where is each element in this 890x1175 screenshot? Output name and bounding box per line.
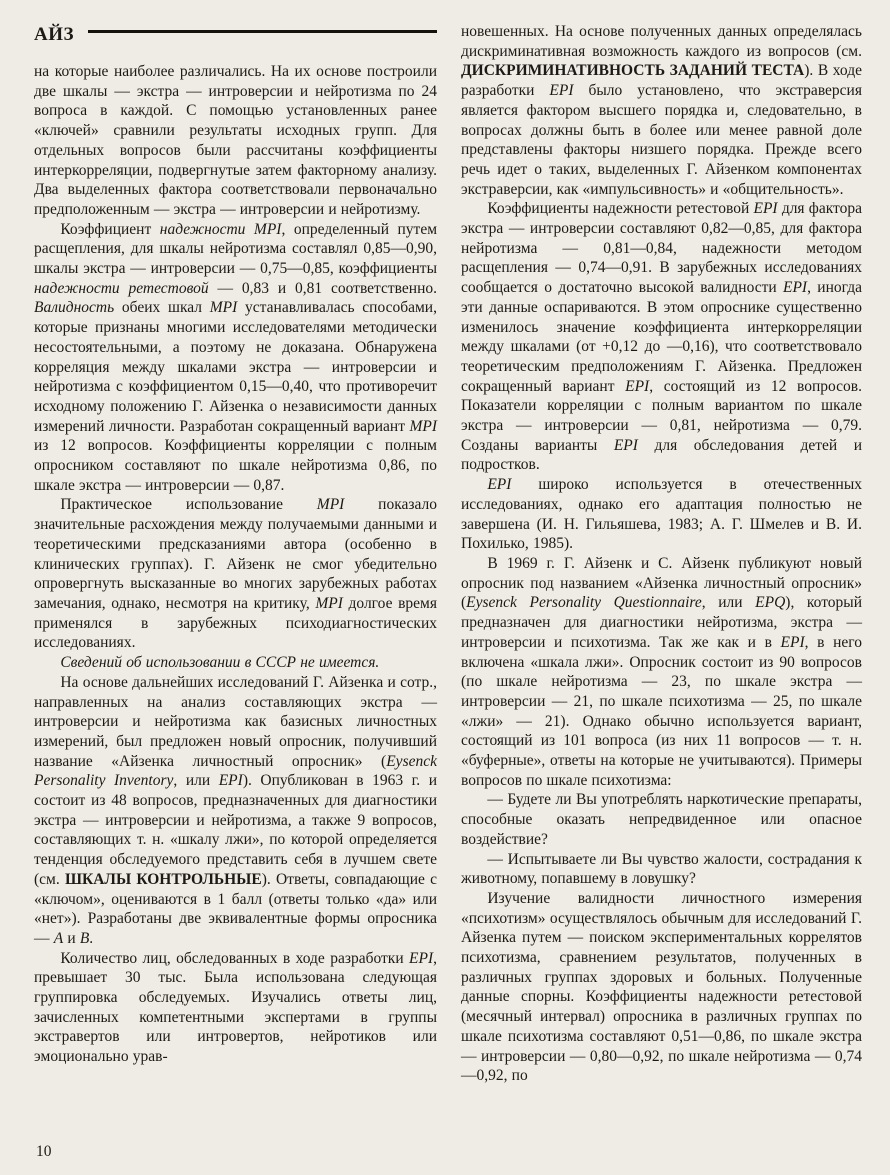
text-segment: , превышает 30 тыс. Была использована следующая группировка обследуемых. Изучались ответы лиц, зачисленных компетентными экспертами в группы экстравертов или интровертов, нейротиков или эмоционально урав- [34, 949, 437, 1066]
column-right [461, 22, 862, 1086]
text-segment: В 1969 г. Г. Айзенк и С. Айзенк публикуют новый опросник под названием «Айзенка личностный опросник» ( [461, 554, 862, 612]
text-segment: EPQ [755, 594, 786, 612]
text-segment: EPI [613, 436, 638, 454]
text-segment: B [79, 929, 90, 947]
text-segment: Коэффициенты надежности ретестовой [487, 200, 754, 218]
text-segment: Коэффициент [60, 220, 160, 238]
text-segment: На основе дальнейших исследований Г. Айзенка и сотр., направленных на анализ составляющих экстра — интроверсии и нейротизма как базисных личностных измерений, был предложен новый опросник, получивший название «Айзенка личностный опросник» ( [34, 673, 437, 770]
column-right-text [461, 22, 862, 1086]
paragraph [461, 554, 862, 790]
text-segment: ДИСКРИМИНАТИВНОСТЬ ЗАДАНИЙ ТЕСТА [461, 62, 805, 80]
text-segment: MPI [316, 496, 345, 514]
text-segment: ). В ходе разработки [461, 62, 862, 100]
text-segment: , в него включена «шкала лжи». Опросник состоит из 90 вопросов (по шкале нейротизма — 23, по шкале экстра — интроверсии — 21, по шкале психотизма — 25, по шкале «лжи» — 21). Однако обычно используется вариант, состоящий из 101 вопроса (из них 11 вопросов — т. н. «буферные», ответы на которые не учитываются). Примеры вопросов по шкале психотизма: [461, 633, 862, 789]
text-segment: . [89, 929, 94, 947]
text-segment: , или [701, 594, 756, 612]
text-segment: для фактора экстра — интроверсии составляют 0,82—0,85, для фактора нейротизма — 0,81—0,84, надежности методом расщепления — 0,74—0,91. В зарубежных исследованиях сообщается о достаточно высокой валидности [461, 200, 862, 297]
text-segment: из 12 вопросов. Коэффициенты корреляции с полным опросником составляют по шкале нейротизма 0,86, по шкале экстра — интроверсии — 0,87. [34, 437, 437, 494]
paragraph [34, 949, 437, 1067]
paragraph [461, 22, 862, 199]
paragraph [461, 790, 862, 849]
text-segment: Eysenck Personality Inventory [34, 752, 437, 790]
text-segment: — Испытываете ли Вы чувство жалости, сострадания к животному, попавшему в ловушку? [461, 850, 862, 888]
text-segment: Валидность [34, 299, 115, 317]
running-head [34, 24, 437, 52]
text-segment: на которые наиболее различались. На их основе построили две шкалы — экстра — интроверсии и нейротизма по 24 вопроса в каждой. С помощью установленных ранее «ключей» сравнили результаты исходных групп. Для отдельных вопросов были рассчитаны коэффициенты интеркорреляции, подвергнутые затем факторному анализу. Два выделенных фактора соответствовали первоначально предположенным — экстра — интроверсии и нейротизму. [34, 63, 437, 218]
text-segment: надежности ретестовой [34, 279, 209, 297]
paragraph [34, 673, 437, 949]
text-segment: EPI [782, 279, 808, 297]
column-left-text [34, 62, 437, 1067]
text-segment: — 0,83 и 0,81 соответственно. [208, 279, 437, 297]
text-segment: ШКАЛЫ КОНТРОЛЬНЫЕ [64, 870, 262, 888]
text-segment: для обследования детей и подростков. [461, 436, 862, 474]
text-segment: EPI [780, 633, 805, 651]
text-segment: ). Опубликован в 1963 г. и состоит из 48 вопросов, предназначенных для диагностики экстра — интроверсии и нейротизма, а также 9 вопросов, составляющих т. н. «шкалу лжи», по которой определяется тенденция обследуемого представить себя в лучшем свете (см. [34, 772, 438, 888]
text-segment [245, 221, 254, 238]
paragraph [34, 62, 437, 220]
text-segment: показало значительные расхождения между получаемыми данными и теоретическими предсказаниями автора (особенно в клинических группах). Г. Айзенк не смог убедительно опровергнуть высказанные во многих зарубежных работах замечания, однако, несмотря на критику, [34, 496, 437, 612]
text-segment: обеих шкал [114, 299, 210, 317]
text-segment: MPI [409, 417, 437, 435]
paragraph [461, 199, 862, 475]
paragraph [34, 495, 437, 653]
text-segment: , или [173, 772, 219, 790]
text-segment: EPI [218, 772, 243, 790]
text-segment: EPI [409, 949, 434, 967]
text-segment: — Будете ли Вы употреблять наркотические препараты, способные оказать непредвиденное или опасное воздействие? [461, 791, 862, 848]
text-segment: MPI [315, 594, 343, 612]
text-segment: , определенный путем расщепления, для шкалы нейротизма составлял 0,85—0,90, шкалы экстра — интроверсии — 0,75—0,85, коэффициенты [34, 220, 438, 278]
text-segment: широко используется в отечественных исследованиях, однако его адаптация полностью не завершена (И. Н. Гильяшева, 1983; А. Г. Шмелев и В. И. Похилько, 1985). [461, 476, 862, 553]
page-number: 10 [36, 1143, 52, 1160]
paragraph [34, 220, 437, 496]
text-segment: Изучение валидности личностного измерения «психотизм» осуществлялось обычным для исследований Г. Айзенка путем — поиском экспериментальных коррелятов психотизма, сравнением результатов, полученных в различных группах здоровых и больных. Полученные данные спорны. Коэффициенты надежности ретестовой (месячный интервал) опросника в различных группах по шкале психотизма составляют 0,51—0,86, по шкале экстра — интроверсии — 0,80—0,92, по шкале нейротизма — 0,74—0,92, по [461, 889, 862, 1085]
text-segment: было установлено, что экстраверсия является фактором высшего порядка и, следовательно, в вопросах должны быть в более или менее равной доле представлены факторы низшего порядка. Прежде всего речь идет о таких, выделенных Г. Айзенком компонентах экстраверсии, как «импульсивность» и «общительность». [461, 82, 862, 198]
text-segment: Сведений об использовании в СССР не имеется. [60, 654, 380, 672]
paragraph [461, 850, 862, 889]
text-segment: долгое время применялся в зарубежных психодиагностических исследованиях. [34, 594, 437, 652]
text-segment: надежности [159, 220, 246, 238]
text-segment: MPI [209, 299, 238, 317]
text-segment: устанавливалась способами, которые признаны многими исследователями методически несостоятельными, а поэтому не доказана. Обнаружена корреляция между шкалами экстра — интроверсии и нейротизма с коэффициентом 0,15—0,40, что противоречит исходному положению Г. Айзенка о независимости данных измерений личности. Разработан сокращенный вариант [34, 299, 437, 435]
text-segment: , иногда эти данные оспариваются. В этом опроснике существенно изменилось значение коэффициента интеркорреляции между шкалами (от +0,12 до —0,16), что соответствовало теоретическим предположениям Г. Айзенка. Предложен сокращенный вариант [461, 279, 862, 395]
text-segment: ). Ответы, совпадающие с «ключом», оцениваются в 1 балл (ответы только «да» или «нет»). Разработаны две эквивалентные формы опросника — [34, 870, 437, 947]
text-segment: EPI [625, 377, 650, 395]
text-segment: новешенных. На основе полученных данных определялась дискриминативная возможность каждого из вопросов (см. [461, 23, 862, 60]
running-head-label: АЙЗ [34, 24, 75, 45]
text-segment: , состоящий из 12 вопросов. Показатели корреляции с полным вариантом по шкале экстра — интроверсии — 0,81, нейротизма — 0,79. Созданы варианты [461, 377, 863, 454]
text-segment: EPI [753, 200, 778, 218]
text-segment: EPI [487, 476, 512, 494]
text-segment: Eysenck Personality Questionnaire [466, 594, 702, 612]
column-left [34, 24, 437, 1067]
text-segment: Практическое использование [60, 496, 317, 514]
text-segment: MPI [253, 220, 282, 238]
paragraph [461, 475, 862, 554]
paragraph [461, 889, 862, 1086]
header-rule [88, 30, 437, 33]
paragraph [34, 653, 437, 673]
text-segment: ), который предназначен для диагностики нейротизма, экстра — интроверсии и психотизма. Так же как и в [461, 594, 863, 651]
text-segment: и [63, 929, 80, 947]
text-segment: Количество лиц, обследованных в ходе разработки [60, 949, 410, 967]
text-segment: EPI [549, 82, 574, 100]
text-segment: A [53, 929, 64, 947]
